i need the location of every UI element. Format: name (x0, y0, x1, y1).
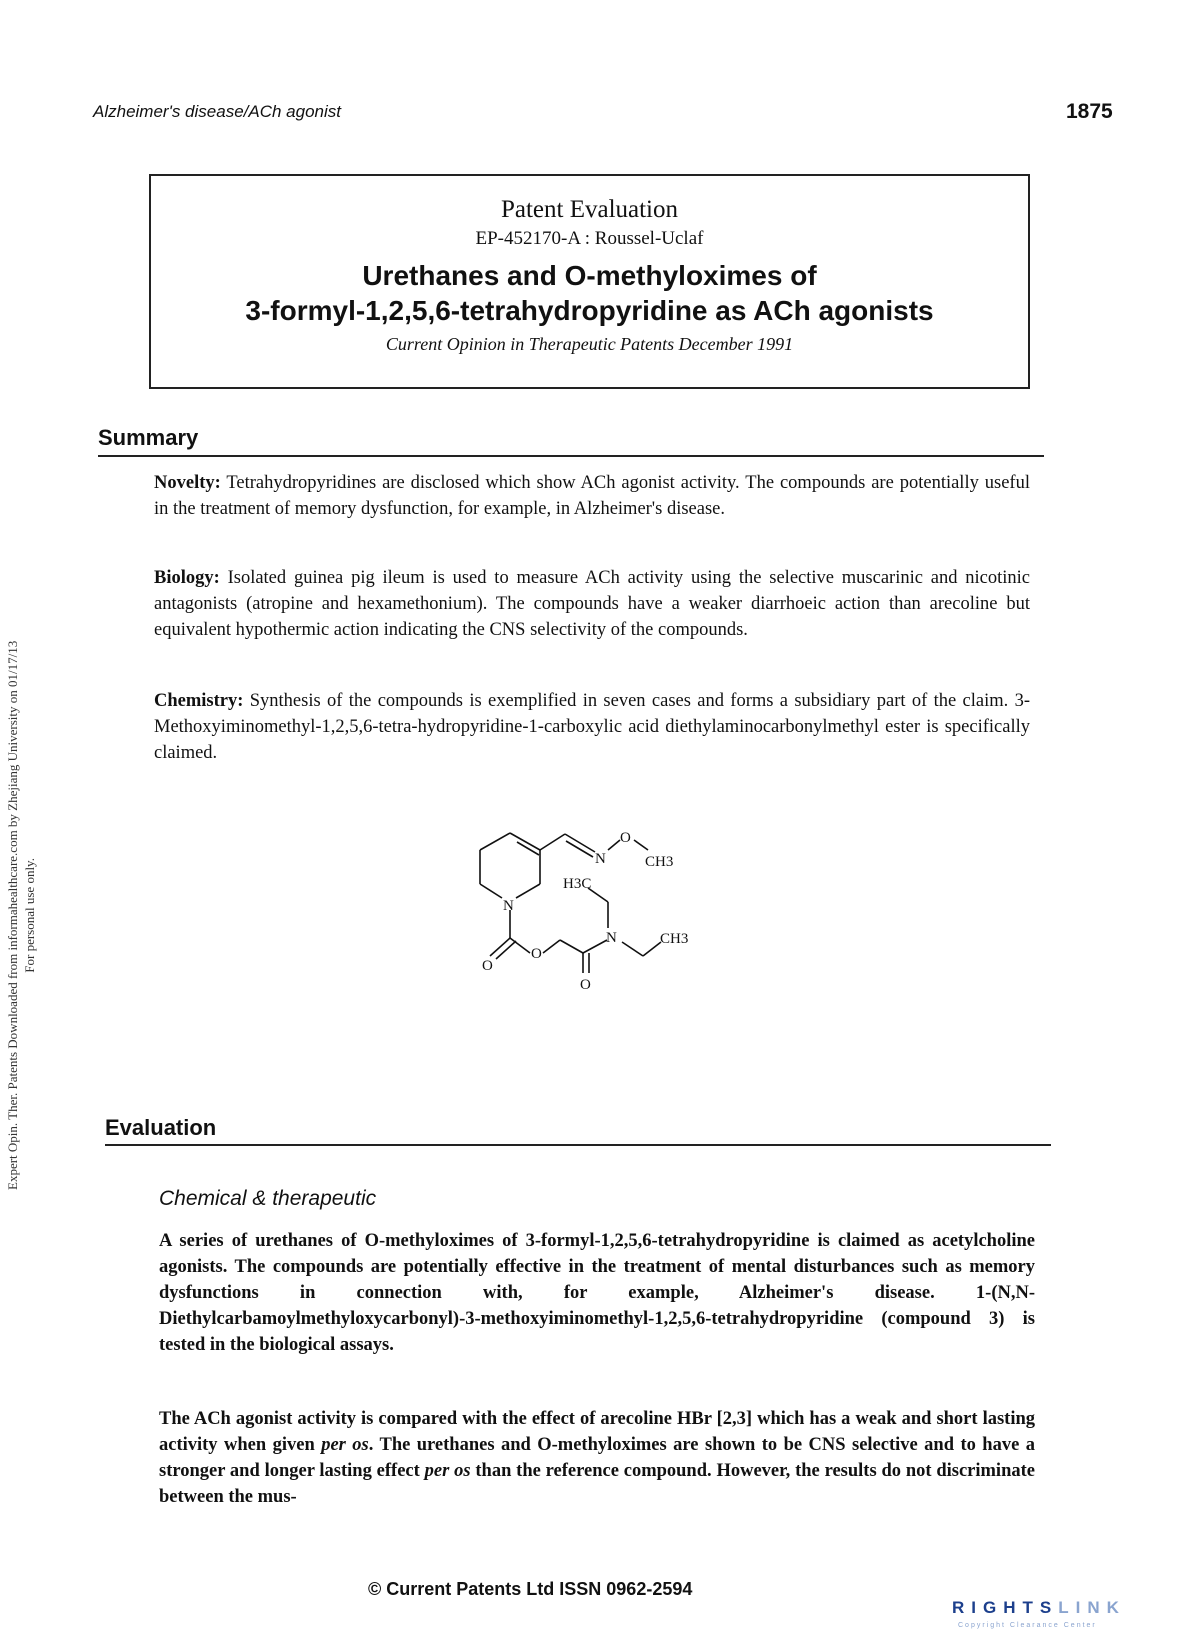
evaluation-heading: Evaluation (105, 1115, 217, 1140)
atom-n-ring: N (503, 898, 514, 914)
atom-n-amide: N (606, 930, 617, 946)
per-os-term-1: per os (321, 1435, 369, 1455)
novelty-text: Tetrahydropyridines are disclosed which show ACh agonist activity. The compounds are potentially useful in the treatment of memory dysfunction, for example, in Alzheimer's disease. (154, 473, 1030, 519)
per-os-term-2: per os (424, 1461, 471, 1481)
summary-heading: Summary (98, 425, 199, 450)
evaluation-paragraph-2-part-c: than the reference compound. However, the results do not discriminate between the mus- (159, 1461, 1035, 1507)
download-notice-line2: For personal use only. (22, 858, 37, 973)
rightslink-subtitle: Copyright Clearance Center (958, 1622, 1097, 1629)
chemistry-text: Synthesis of the compounds is exemplified in seven cases and forms a subsidiary part of the claim. 3-Methoxyiminomethyl-1,2,5,6-tetra-hydropyridine-1-carboxylic acid diethylaminocarbonylmethyl ester is specifically claimed. (154, 691, 1030, 763)
methyl-amide: CH3 (660, 931, 689, 947)
evaluation-paragraph-2 (159, 1406, 1035, 1510)
rightslink-logo (952, 1598, 1126, 1618)
page-number: 1875 (1066, 100, 1113, 123)
atom-o-carbonyl2: O (580, 977, 591, 993)
atom-o-oxime: O (620, 830, 631, 846)
biology-label: Biology: (154, 568, 220, 588)
novelty-paragraph (154, 470, 1030, 522)
methyl-oxime: CH3 (645, 854, 674, 870)
footer-copyright: © Current Patents Ltd ISSN 0962-2594 (368, 1579, 693, 1599)
atom-n-oxime: N (595, 851, 606, 867)
patent-evaluation-box (149, 174, 1030, 389)
journal-source: Current Opinion in Therapeutic Patents December 1991 (385, 334, 794, 354)
evaluation-paragraph-1: A series of urethanes of O-methyloximes of 3-formyl-1,2,5,6-tetrahydropyridine is claimed as acetylcholine agonists. The compounds are potentially effective in the treatment of mental disturbances such as memory dysfunctions in connection with, for example, Alzheimer's disease. 1-(N,N-Diethylcarbamoylmethyloxycarbonyl)-3-methoxyiminomethyl-1,2,5,6-tetrahydropyridine (compound 3) is tested in the biological assays. (159, 1231, 1035, 1355)
chemistry-label: Chemistry: (154, 691, 244, 711)
methyl-h3c: H3C (563, 876, 592, 892)
running-head: Alzheimer's disease/ACh agonist (93, 102, 341, 121)
article-title (151, 258, 1028, 328)
evaluation-paragraph-2-part-b: . The urethanes and O-methyloximes are shown to be CNS selective and to have a stronger and longer lasting effect (159, 1435, 1035, 1481)
rightslink-logo-part-b: LINK (1058, 1598, 1126, 1617)
box-heading: Patent Evaluation (500, 196, 679, 223)
novelty-label: Novelty: (154, 473, 221, 493)
chemical-therapeutic-subheading: Chemical & therapeutic (159, 1187, 377, 1210)
article-title-line1: Urethanes and O-methyloximes of (362, 260, 817, 291)
biology-text: Isolated guinea pig ileum is used to measure ACh activity using the selective muscarinic and nicotinic antagonists (atropine and hexamethonium). The compounds have a weaker diarrhoeic action than arecoline but equivalent hypothermic action indicating the CNS selectivity of the compounds. (154, 568, 1030, 640)
atom-o-ester: O (531, 946, 542, 962)
evaluation-paragraph-2-part-a: The ACh agonist activity is compared with the effect of arecoline HBr [2,3] which has a weak and short lasting activity when given (159, 1409, 1035, 1455)
rightslink-logo-part-a: RIGHTS (952, 1598, 1059, 1617)
biology-paragraph (154, 565, 1030, 643)
patent-number: EP-452170-A : Roussel-Uclaf (475, 228, 704, 249)
chemical-structure (440, 790, 710, 1010)
summary-rule (98, 455, 1044, 457)
article-title-line2: 3-formyl-1,2,5,6-tetrahydropyridine as ACh agonists (245, 295, 934, 326)
download-notice-line1: Expert Opin. Ther. Patents Downloaded from informahealthcare.com by Zhejiang University on 01/17/13 (5, 640, 20, 1190)
download-notice (4, 641, 38, 1190)
evaluation-rule (105, 1144, 1051, 1146)
chemistry-paragraph (154, 688, 1030, 766)
atom-o-carbonyl1: O (482, 958, 493, 974)
